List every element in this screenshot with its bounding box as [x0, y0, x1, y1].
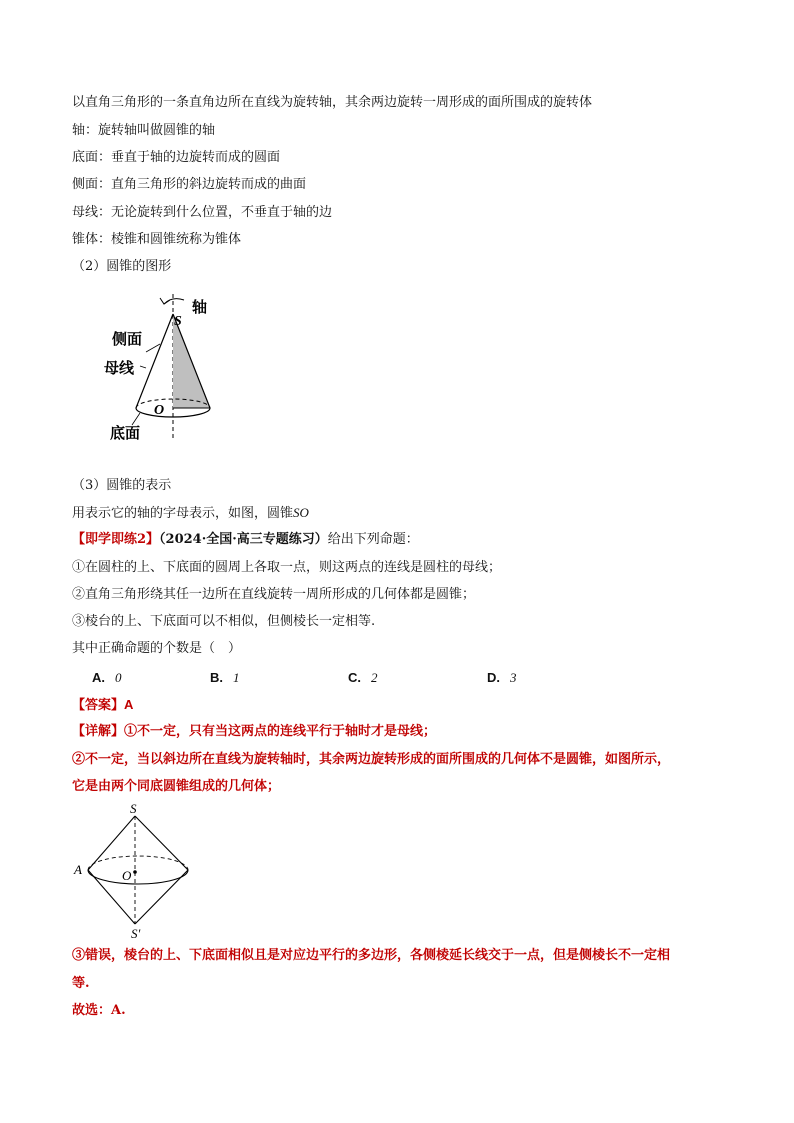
answer-tag: 【答案】	[72, 698, 125, 713]
label-O: O	[154, 403, 165, 418]
label-generatrix: 母线	[104, 361, 135, 377]
exercise-tag: 【即学即练2】	[72, 532, 160, 547]
answer-line	[72, 696, 133, 715]
option-a[interactable]: A. 0	[92, 670, 122, 685]
cone-figure	[100, 290, 250, 445]
section3-text	[72, 504, 309, 523]
label-axis: 轴	[192, 300, 208, 316]
section3-heading: （3）圆锥的表示	[72, 478, 172, 493]
label-A: A	[74, 862, 82, 877]
generatrix-definition: 母线：无论旋转到什么位置，不垂直于轴的边	[72, 205, 333, 220]
answer-value: A	[124, 697, 134, 712]
label-S-prime: S′	[131, 926, 141, 940]
exercise-header	[72, 531, 419, 549]
detail-1: ①不一定，只有当这两点的连线平行于轴时才是母线；	[124, 724, 437, 739]
detail-tag: 【详解】	[72, 724, 125, 739]
cone-definition: 以直角三角形的一条直角边所在直线为旋转轴，其余两边旋转一周形成的面所围成的旋转体	[72, 95, 593, 110]
label-O-center: O	[122, 868, 132, 883]
center-point	[133, 870, 137, 874]
rotation-arrow-icon	[164, 299, 184, 304]
section3-text-body: 用表示它的轴的字母表示，如图，圆锥	[72, 506, 294, 521]
proposition-2: ②直角三角形绕其任一边所在直线旋转一周所形成的几何体都是圆锥；	[72, 587, 476, 602]
section2-heading: （2）圆锥的图形	[72, 259, 172, 274]
detail-line-1	[72, 723, 436, 741]
option-c[interactable]: C. 2	[348, 670, 378, 685]
conclusion: 故选：A.	[72, 1003, 126, 1018]
label-S-top: S	[130, 801, 137, 816]
cone-body-definition: 锥体：棱锥和圆锥统称为锥体	[72, 232, 242, 247]
exercise-prompt: 给出下列命题：	[327, 532, 419, 547]
option-b[interactable]: B. 1	[210, 670, 240, 685]
detail-2a: ②不一定，当以斜边所在直线为旋转轴时，其余两边旋转形成的面所围成的几何体不是圆锥，如图所示，	[72, 752, 671, 767]
proposition-3: ③棱台的上、下底面可以不相似，但侧棱长一定相等.	[72, 614, 376, 629]
exercise-source: （2024·全国·高三专题练习）	[159, 532, 328, 547]
proposition-1: ①在圆柱的上、下底面的圆周上各取一点，则这两点的连线是圆柱的母线；	[72, 560, 502, 575]
lateral-definition: 侧面：直角三角形的斜边旋转而成的曲面	[72, 177, 307, 192]
cone-notation: SO	[293, 505, 309, 520]
detail-3a: ③错误，棱台的上、下底面相似且是对应边平行的多边形，各侧棱延长线交于一点，但是侧棱长不一定相	[72, 948, 671, 963]
label-lateral: 侧面	[112, 332, 143, 348]
label-S: S	[174, 314, 182, 329]
question-stem: 其中正确命题的个数是（ ）	[72, 641, 242, 656]
option-d[interactable]: D. 3	[487, 670, 517, 685]
detail-3b: 等.	[72, 976, 90, 991]
detail-2b: 它是由两个同底圆锥组成的几何体；	[72, 779, 281, 794]
axis-definition: 轴：旋转轴叫做圆锥的轴	[72, 123, 216, 138]
label-base: 底面	[110, 426, 141, 442]
base-definition: 底面：垂直于轴的边旋转而成的圆面	[72, 150, 281, 165]
double-cone-figure	[70, 800, 200, 940]
